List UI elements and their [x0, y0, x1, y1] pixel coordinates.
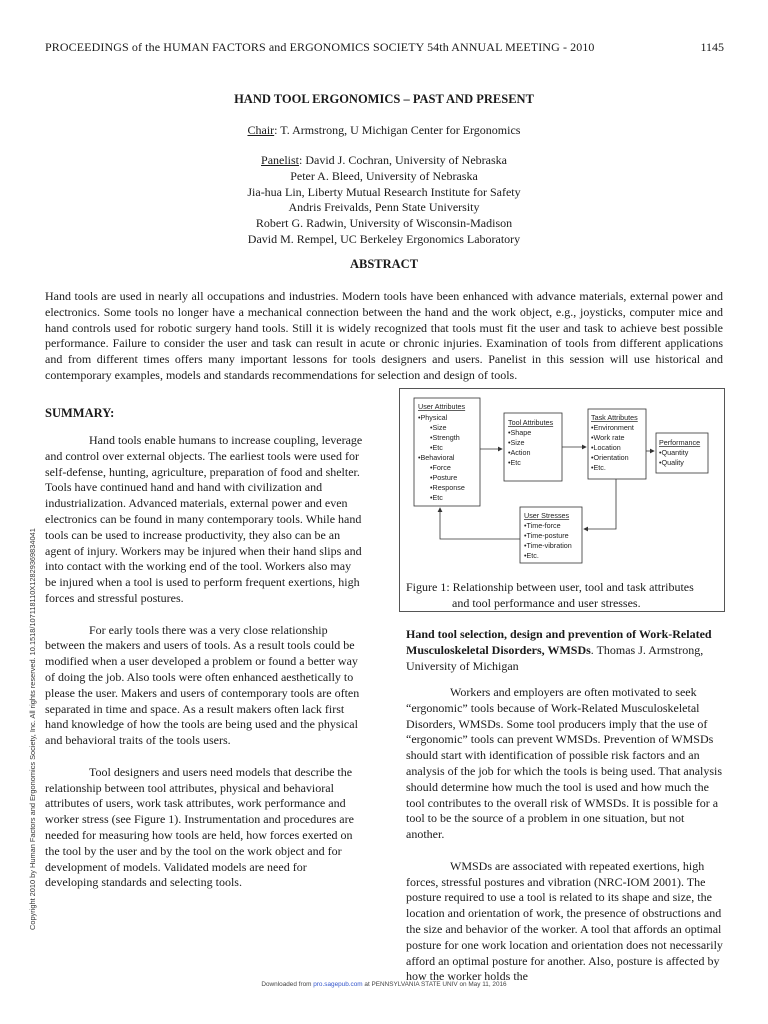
subsection-paragraph: WMSDs are associated with repeated exertions, high forces, stressful postures and vibration (NRC-IOM 2001). The posture required to use a tool is related to its shape and size, the location and orientation of work, the presence of obstructions and the size and behavior of the worker. A tool that affords an optimal posture for one work location and orientation does not necessarily afford an optimal posture for another. Also, posture is affected by how the worker holds the	[406, 858, 723, 984]
download-prefix: Downloaded from	[261, 981, 314, 988]
subsection-author: . Thomas J. Armstrong, University of Michigan	[406, 642, 704, 673]
figure-item: •Quantity	[659, 448, 689, 457]
figure-item: •Physical	[418, 413, 448, 422]
subsection-title	[406, 627, 724, 674]
panelist-label: Panelist	[261, 153, 300, 167]
summary-body	[45, 433, 363, 907]
figure-item: •Time-force	[524, 521, 561, 530]
figure-item: •Environment	[591, 423, 634, 432]
panelist-name: David M. Rempel, UC Berkeley Ergonomics Laboratory	[247, 231, 521, 246]
running-head: PROCEEDINGS of the HUMAN FACTORS and ERGONOMICS SOCIETY 54th ANNUAL MEETING - 2010	[45, 40, 595, 54]
copyright-notice: Copyright 2010 by Human Factors and Ergonomics Society, Inc. All rights reserved. 10.1518/107118110X12829369834041	[28, 528, 37, 930]
panelist-list	[0, 153, 768, 248]
summary-paragraph: For early tools there was a very close relationship between the makers and users of tools. As a result tools could be modified when a user developed a problem or found a better way of doing the job. Also tools were often enhanced aesthetically to please the user. Makers and users of contemporary tools are often separated in time and space. As a result makers often lack first hand knowledge of how the tools are being used and the physical and behavioral traits of the tools users.	[45, 622, 360, 748]
figure-item: •Response	[430, 483, 465, 492]
chair-text: : T. Armstrong, U Michigan Center for Ergonomics	[274, 123, 521, 137]
download-note	[0, 981, 768, 988]
subsection-body	[406, 685, 724, 1001]
figure-caption	[406, 580, 722, 612]
figure-item: •Etc	[430, 443, 443, 452]
figure-item: •Size	[508, 438, 525, 447]
chair-label: Chair	[247, 123, 275, 137]
subsection-paragraph: Workers and employers are often motivated to seek “ergonomic” tools because of Work-Related Musculoskeletal Disorders, WMSDs. Some tool producers imply that the use of “ergonomic” tools can prevent WMSDs. Prevention of WMSDs should start with identification of possible risk factors and an analysis of the job for which the tools is being used. That analysis should determine how much the tool is used and how much the tool contributes to the overall risk of WMSDs. It is possible for a tool to be the source of a problem in one situation, but not another.	[406, 685, 723, 842]
user-stresses-title: User Stresses	[524, 511, 570, 520]
figure-item: •Time-posture	[524, 531, 569, 540]
panelist-name: : David J. Cochran, University of Nebraska	[299, 153, 507, 167]
figure-item: •Etc	[508, 458, 521, 467]
download-link[interactable]: pro.sagepub.com	[313, 981, 363, 988]
task-attributes-title: Task Attributes	[591, 413, 638, 422]
summary-paragraph: Hand tools enable humans to increase coupling, leverage and control over external objects. The earliest tools were used for self-defense, hunting, agriculture, preparation of food and shelter. Tools have continued hand and hand with civilization and industrialization. Advanced materials, external power and even electronics can be found in many contemporary tools. While hand tools can be used to increase productivity, they also can be an agent of injury. Workers may be injured when their hand slips and into contact with the working end of the tool. Workers also may be injured when a tool is used to perform frequent exertions, high forces and stressful postures.	[45, 433, 363, 605]
abstract-text: Hand tools are used in nearly all occupations and industries. Modern tools have been enhanced with advance materials, external power and electronics. Some tools no longer have a mechanical connection between the hand and the work object, e.g., joysticks, computer mice and hand controls used for robotic surgery hand tools. Still it is widely recognized that tools must fit the user and task to achieve best possible performance. Failure to consider the user and task can result in acute or chronic injuries. Examination of tools from different applications and from different times offers many important lessons for tools designers and users. Panelist in this session will use historical and contemporary examples, models and standards recommendations for selection and design of tools.	[45, 289, 723, 382]
figure-item: •Etc.	[524, 551, 539, 560]
figure-item: •Quality	[659, 458, 684, 467]
paper-title: HAND TOOL ERGONOMICS – PAST AND PRESENT	[234, 92, 534, 106]
page-number: 1145	[700, 40, 724, 54]
figure-item: •Work rate	[591, 433, 625, 442]
figure-item: •Behavioral	[418, 453, 455, 462]
figure-item: •Strength	[430, 433, 460, 442]
panelist-name: Peter A. Bleed, University of Nebraska	[290, 168, 478, 183]
panelist-name: Jia-hua Lin, Liberty Mutual Research Institute for Safety	[247, 184, 521, 199]
figure-diagram	[400, 389, 724, 611]
figure-item: •Location	[591, 443, 621, 452]
summary-paragraph: Tool designers and users need models that describe the relationship between tool attributes, physical and behavioral attributes of users, work task attributes, work performance and worker stress (see Figure 1). Instrumentation and procedures are needed for measuring how tools are held, how forces exerted on the tool by the user and by the tool on the work object and for development of models. Validated models are need for developing standards and selecting tools.	[45, 764, 354, 890]
user-attributes-title: User Attributes	[418, 402, 466, 411]
figure-1	[399, 388, 725, 612]
figure-caption-line: and tool performance and user stresses.	[452, 595, 641, 610]
figure-item: •Action	[508, 448, 531, 457]
figure-caption-line: Figure 1: Relationship between user, tool and task attributes	[406, 580, 694, 594]
download-suffix: at PENNSYLVANIA STATE UNIV on May 11, 2016	[362, 981, 507, 988]
arrow-task-to-stresses	[584, 479, 616, 529]
performance-title: Performance	[659, 438, 701, 447]
figure-item: •Force	[430, 463, 451, 472]
figure-item: •Orientation	[591, 453, 629, 462]
panelist-name: Robert G. Radwin, University of Wisconsin-Madison	[255, 216, 513, 231]
figure-item: •Shape	[508, 428, 532, 437]
figure-item: •Posture	[430, 473, 458, 482]
figure-item: •Etc.	[591, 463, 606, 472]
abstract-heading: ABSTRACT	[349, 257, 419, 271]
tool-attributes-title: Tool Attributes	[508, 418, 554, 427]
figure-item: •Size	[430, 423, 447, 432]
panelist-first	[0, 153, 768, 169]
summary-heading: SUMMARY:	[45, 406, 115, 420]
subsection-title-bold: Hand tool selection, design and prevention of Work-Related Musculoskeletal Disorders, WMSDs	[406, 627, 712, 657]
figure-item: •Etc	[430, 493, 443, 502]
chair-line	[0, 123, 768, 138]
arrow-stresses-to-user	[440, 508, 520, 539]
figure-item: •Time-vibration	[524, 541, 572, 550]
panelist-name: Andris Freivalds, Penn State University	[288, 200, 480, 215]
